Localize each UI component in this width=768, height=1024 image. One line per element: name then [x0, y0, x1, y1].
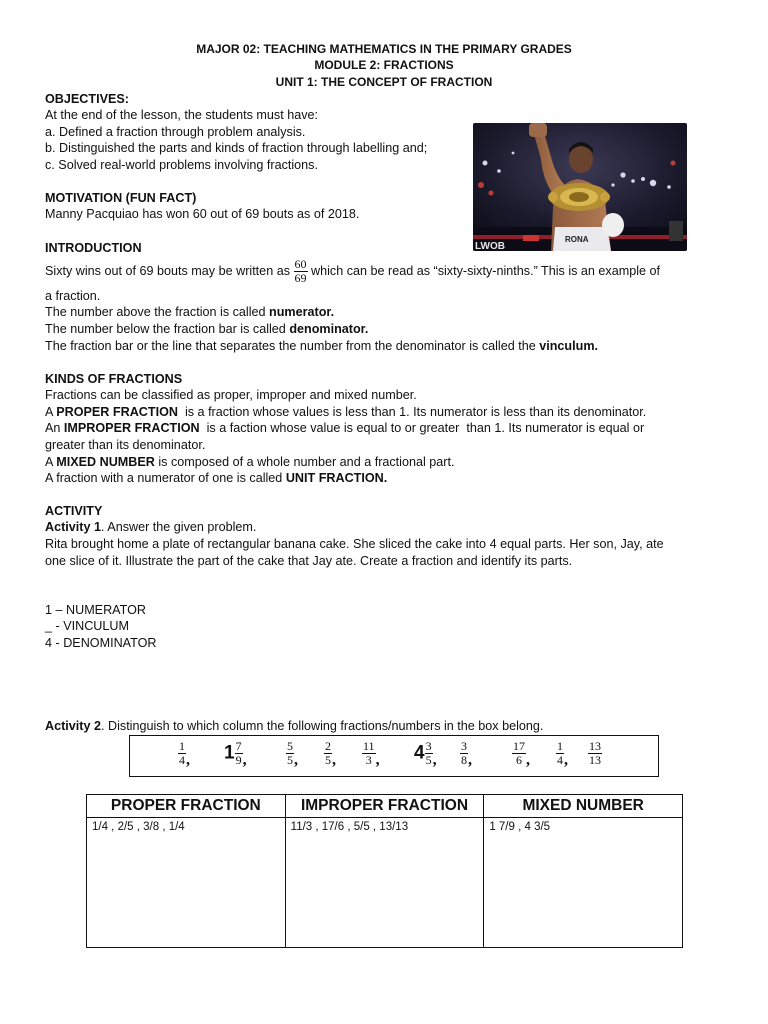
cell-mixed: 1 7/9 , 4 3/5 [484, 818, 683, 948]
fraction-value [460, 740, 468, 767]
fraction-item [588, 740, 602, 767]
introduction-heading: INTRODUCTION [45, 241, 142, 255]
part-denominator: 4 - DENOMINATOR [45, 636, 157, 650]
unit-title: UNIT 1: THE CONCEPT OF FRACTION [275, 75, 493, 89]
fraction-numerator: 3 [461, 739, 467, 753]
fraction-value [324, 740, 332, 767]
fraction-value [588, 740, 602, 767]
fraction-numerator: 3 [425, 739, 432, 753]
part-vinculum: _ - VINCULUM [45, 619, 129, 633]
mixed-definition: A MIXED NUMBER is composed of a whole number and a fractional part. [45, 455, 455, 469]
denominator-term: denominator. [289, 322, 369, 336]
vinculum-term: vinculum. [539, 339, 599, 353]
fraction-denominator: 5 [287, 753, 293, 767]
fraction-separator: , [526, 751, 530, 769]
objectives-intro: At the end of the lesson, the students must have: [45, 108, 319, 122]
fraction-item [512, 740, 530, 769]
fraction-value [178, 740, 186, 767]
header-mixed: MIXED NUMBER [484, 795, 683, 818]
fraction-numerator: 17 [513, 739, 525, 753]
fraction-numerator: 7 [235, 739, 242, 753]
fraction-separator: , [468, 751, 472, 769]
fraction-item [224, 740, 247, 769]
kinds-intro: Fractions can be classified as proper, improper and mixed number. [45, 388, 417, 402]
fraction-separator: , [332, 751, 336, 769]
fraction-denominator: 6 [512, 753, 526, 767]
ring-text: LWOB [475, 241, 505, 251]
objective-item: c. Solved real-world problems involving fractions. [45, 158, 318, 172]
unit-term: UNIT FRACTION. [285, 471, 388, 485]
fraction-denominator: 69 [294, 271, 307, 286]
fraction-numerator: 2 [325, 739, 331, 753]
fraction-denominator: 4 [557, 753, 563, 767]
fraction-denominator: 9 [235, 753, 242, 767]
activity-heading: ACTIVITY [45, 504, 103, 518]
activity1-problem: Rita brought home a plate of rectangular banana cake. She sliced the cake into 4 equal parts. Her son, Jay, ate [45, 537, 664, 551]
fraction-value [235, 740, 243, 767]
introduction-continuation: a fraction. [45, 289, 101, 303]
header-proper: PROPER FRACTION [87, 795, 286, 818]
activity1-label: Activity 1 [45, 520, 101, 534]
unit-definition: A fraction with a numerator of one is called UNIT FRACTION. [45, 471, 388, 485]
introduction-pre-fraction: Sixty wins out of 69 bouts may be written as [45, 264, 290, 278]
motivation-text: Manny Pacquiao has won 60 out of 69 bouts as of 2018. [45, 207, 360, 221]
cell-improper: 11/3 , 17/6 , 5/5 , 13/13 [285, 818, 484, 948]
classification-table [86, 794, 683, 948]
header-improper: IMPROPER FRACTION [285, 795, 484, 818]
numerator-term: numerator. [269, 305, 335, 319]
fraction-item [414, 740, 437, 769]
improper-continuation: greater than its denominator. [45, 438, 206, 452]
improper-definition: An IMPROPER FRACTION is a faction whose value is equal to or greater than 1. Its numerator is equal or [45, 421, 645, 435]
fraction-item [556, 740, 568, 769]
fraction-denominator: 13 [589, 753, 601, 767]
boxer-photo [473, 123, 687, 251]
fraction-denominator: 5 [425, 753, 432, 767]
fraction-item [460, 740, 472, 769]
fraction-numerator: 1 [179, 739, 185, 753]
part-numerator: 1 – NUMERATOR [45, 603, 147, 617]
cell-proper: 1/4 , 2/5 , 3/8 , 1/4 [87, 818, 286, 948]
banner-text: RONA [565, 235, 589, 244]
fraction-value [512, 740, 526, 767]
fraction-whole: 4 [414, 742, 425, 764]
fraction-denominator: 4 [179, 753, 185, 767]
activity1-problem: one slice of it. Illustrate the part of the cake that Jay ate. Create a fraction and identify its parts. [45, 554, 573, 568]
fraction-whole: 1 [224, 742, 235, 764]
mixed-term: MIXED NUMBER [56, 455, 155, 469]
fraction-numerator: 1 [557, 739, 563, 753]
fraction-item [362, 740, 380, 769]
fraction-item [324, 740, 336, 769]
example-fraction [294, 258, 308, 285]
module-subtitle: MODULE 2: FRACTIONS [314, 58, 454, 72]
fraction-item [286, 740, 298, 769]
module-title: MAJOR 02: TEACHING MATHEMATICS IN THE PRIMARY GRADES [196, 42, 572, 56]
kinds-heading: KINDS OF FRACTIONS [45, 372, 183, 386]
activity1-instruction: Activity 1. Answer the given problem. [45, 520, 257, 534]
fraction-value [286, 740, 294, 767]
fraction-separator: , [242, 751, 247, 769]
numerator-definition: The number above the fraction is called numerator. [45, 305, 335, 319]
fraction-value [425, 740, 433, 767]
proper-term: PROPER FRACTION [56, 405, 178, 419]
activity2-label: Activity 2 [45, 719, 101, 733]
motivation-heading: MOTIVATION (FUN FACT) [45, 191, 197, 205]
boxer-photo-illustration [473, 123, 687, 251]
fraction-denominator: 3 [362, 753, 376, 767]
vinculum-definition: The fraction bar or the line that separates the number from the denominator is called the vinculum. [45, 339, 599, 353]
objectives-heading: OBJECTIVES: [45, 92, 129, 106]
fraction-separator: , [186, 751, 190, 769]
fraction-separator: , [294, 751, 298, 769]
fraction-denominator: 5 [325, 753, 331, 767]
fraction-value [556, 740, 564, 767]
fraction-numerator: 5 [287, 739, 293, 753]
fraction-separator: , [564, 751, 568, 769]
fraction-separator: , [375, 751, 380, 769]
fraction-separator: , [432, 751, 437, 769]
denominator-definition: The number below the fraction bar is called denominator. [45, 322, 369, 336]
fraction-item [178, 740, 190, 769]
introduction-post-fraction: which can be read as “sixty-sixty-ninths.” This is an example of [311, 264, 661, 278]
fraction-numerator: 11 [363, 739, 375, 753]
fraction-denominator: 8 [461, 753, 467, 767]
fraction-numerator: 60 [294, 257, 307, 272]
introduction-sentence [45, 256, 660, 286]
fraction-numerator: 13 [589, 739, 601, 753]
improper-term: IMPROPER FRACTION [63, 421, 200, 435]
fraction-value [362, 740, 376, 767]
objective-item: b. Distinguished the parts and kinds of fraction through labelling and; [45, 141, 428, 155]
activity2-instruction: Activity 2. Distinguish to which column the following fractions/numbers in the box belong. [45, 719, 544, 733]
objective-item: a. Defined a fraction through problem analysis. [45, 125, 306, 139]
fraction-box [129, 735, 659, 777]
proper-definition: A PROPER FRACTION is a fraction whose values is less than 1. Its numerator is less than its denominator. [45, 405, 647, 419]
